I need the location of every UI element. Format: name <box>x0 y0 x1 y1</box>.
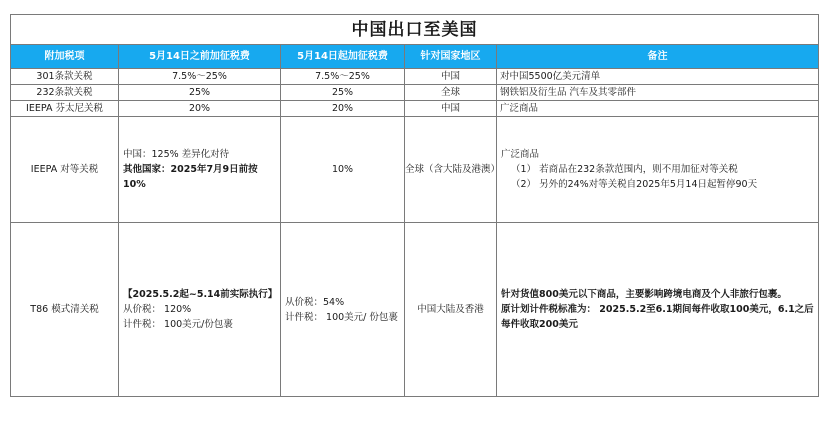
cell-after: 10% <box>281 117 405 223</box>
cell-before: 7.5%～25% <box>119 69 281 85</box>
cell-before: 20% <box>119 101 281 117</box>
table-row <box>11 69 819 85</box>
cell-note <box>497 117 819 223</box>
cell-region: 全球 <box>405 85 497 101</box>
header-row <box>11 45 819 69</box>
note-line: 原计划计件税标准为： 2025.5.2至6.1期间每件收取100美元，6.1之后每件收取200美元 <box>501 304 814 330</box>
before-line: 【2025.5.2起~5.14前实际执行】 <box>123 289 278 300</box>
cell-before: 25% <box>119 85 281 101</box>
cell-item: IEEPA 芬太尼关税 <box>11 101 119 117</box>
header-before: 5月14日之前加征税费 <box>119 45 281 69</box>
after-line: 计件税： 100美元/ 份包裹 <box>285 311 398 323</box>
table-title: 中国出口至美国 <box>11 15 819 45</box>
cell-note <box>497 223 819 397</box>
note-line: 针对货值800美元以下商品，主要影响跨境电商及个人非旅行包裹。 <box>501 289 787 300</box>
cell-after: 20% <box>281 101 405 117</box>
cell-after: 25% <box>281 85 405 101</box>
table-row <box>11 117 819 223</box>
cell-region: 中国 <box>405 69 497 85</box>
after-line: 从价税：54% <box>285 296 345 308</box>
cell-item: IEEPA 对等关税 <box>11 117 119 223</box>
cell-region: 中国大陆及香港 <box>405 223 497 397</box>
table-row <box>11 85 819 101</box>
note-line: 广泛商品 <box>501 149 540 160</box>
before-line: 从价税： 120% <box>123 304 192 315</box>
cell-item: 301条款关税 <box>11 69 119 85</box>
cell-before <box>119 223 281 397</box>
cell-after: 7.5%～25% <box>281 69 405 85</box>
cell-note: 钢铁铝及衍生品 汽车及其零部件 <box>497 85 819 101</box>
cell-item: 232条款关税 <box>11 85 119 101</box>
tariff-table-container <box>10 14 818 397</box>
before-line: 其他国家：2025年7月9日前按10% <box>123 164 258 190</box>
tariff-table <box>10 14 819 397</box>
note-line: （1） 若商品在232条款范围内，则不用加征对等关税 <box>511 164 738 175</box>
cell-note: 广泛商品 <box>497 101 819 117</box>
cell-note: 对中国5500亿美元清单 <box>497 69 819 85</box>
table-row <box>11 223 819 397</box>
cell-item: T86 模式清关税 <box>11 223 119 397</box>
note-line: （2） 另外的24%对等关税自2025年5月14日起暂停90天 <box>511 179 758 190</box>
header-note: 备注 <box>497 45 819 69</box>
table-row <box>11 101 819 117</box>
header-after: 5月14日起加征税费 <box>281 45 405 69</box>
before-line: 计件税： 100美元/份包裹 <box>123 319 233 330</box>
cell-before <box>119 117 281 223</box>
cell-region: 全球（含大陆及港澳） <box>405 117 497 223</box>
before-line: 中国：125% 差异化对待 <box>123 149 230 160</box>
cell-after <box>281 223 405 397</box>
header-item: 附加税项 <box>11 45 119 69</box>
header-region: 针对国家地区 <box>405 45 497 69</box>
cell-region: 中国 <box>405 101 497 117</box>
